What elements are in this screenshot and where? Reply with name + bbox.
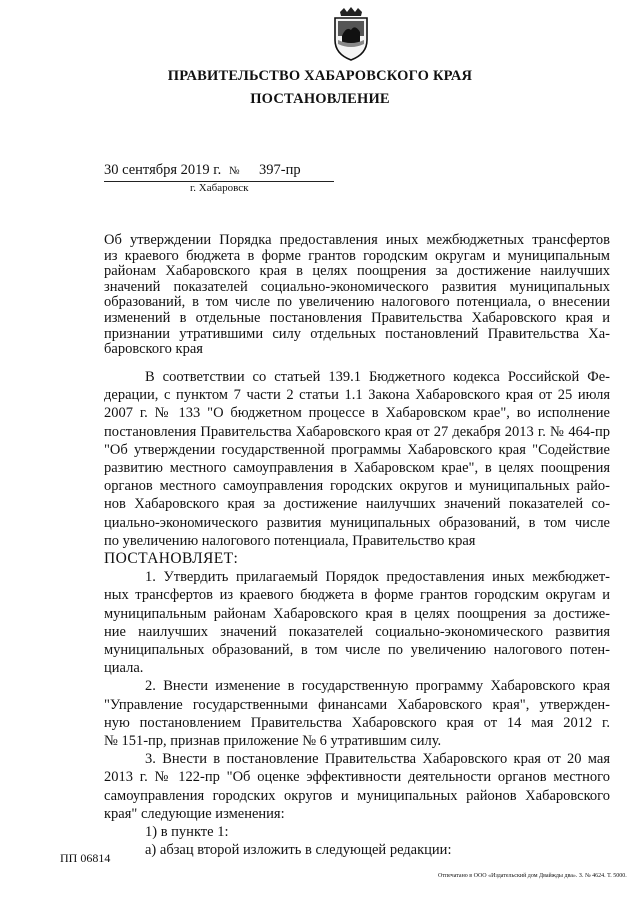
title-line: районам Хабаровского края в целях поощрения за достижение наилучших	[104, 263, 610, 280]
city-label: г. Хабаровск	[190, 182, 249, 194]
body-line: 2007 г. № 133 "О бюджетном процессе в Хабаровском крае", во исполнение	[104, 405, 610, 422]
title-line: Об утверждении Порядка предоставления иных межбюджетных трансфертов	[104, 232, 610, 248]
title-line: образований, в том числе по увеличению налогового потенциала, о внесении	[104, 294, 610, 311]
body-line: развитию местного самоуправления в Хабаровском крае", в целях поощрения	[104, 460, 610, 477]
body-line: № 151-пр, признав приложение № 6 утратившим силу.	[104, 733, 442, 750]
document-code: ПП 06814	[60, 851, 111, 865]
body-line: нов Хабаровского края за достижение наилучших значений показателей со-	[104, 496, 610, 513]
document-number: 397-пр	[259, 162, 301, 178]
document-type-heading: ПОСТАНОВЛЕНИЕ	[250, 91, 390, 107]
coat-of-arms-icon	[330, 6, 372, 62]
body-line: "Управление государственными финансами Хабаровского края", утвержден-	[104, 696, 610, 713]
body-line: муниципальных образований, в том числе по увеличению налогового потен-	[104, 642, 610, 659]
document-title	[104, 233, 610, 358]
title-line: значений показателей социально-экономического развития муниципальных	[104, 278, 610, 295]
document-body	[104, 368, 610, 859]
body-line: дерации, с пунктом 7 части 2 статьи 1.1 Закона Хабаровского края от 25 июля	[104, 387, 610, 404]
resolves-heading: ПОСТАНОВЛЯЕТ:	[104, 550, 239, 568]
body-line: муниципальным районам Хабаровского края в целях поощрения за достиже-	[104, 605, 610, 622]
body-line: а) абзац второй изложить в следующей редакции:	[145, 842, 452, 859]
body-line: "Об утверждении государственной программы Хабаровского края "Содействие	[104, 441, 610, 458]
title-line: изменений в отдельные постановления Правительства Хабаровского края и	[104, 309, 610, 326]
number-sign: №	[229, 165, 240, 177]
document-date: 30 сентября 2019 г.	[104, 162, 222, 178]
print-note: Отпечатано в ООО «Издательский дом Двайжды два». З. № 4624. Т. 5000.	[438, 873, 627, 879]
body-line: 2. Внести изменение в государственную программу Хабаровского края	[145, 678, 610, 695]
body-line: ние наилучших значений показателей социально-экономического развития	[104, 623, 610, 640]
body-line: циала.	[104, 660, 144, 677]
body-line: циально-экономического развития муниципальных образований, в том числе	[104, 514, 610, 531]
body-line: самоуправления городских округов и муниципальных районов Хабаровского	[104, 787, 610, 804]
body-line: ную постановлением Правительства Хабаровского края от 14 мая 2012 г.	[104, 714, 610, 731]
body-line: В соответствии со статьей 139.1 Бюджетного кодекса Российской Фе-	[145, 369, 610, 385]
body-line: ных трансфертов из краевого бюджета в форме грантов городским округам и	[104, 587, 610, 604]
body-line: края" следующие изменения:	[104, 805, 285, 822]
body-line: постановления Правительства Хабаровского края от 27 декабря 2013 г. № 464-пр	[104, 423, 610, 440]
body-line: 3. Внести в постановление Правительства Хабаровского края от 20 мая	[145, 751, 610, 768]
title-line: из краевого бюджета в форме грантов городским округам и муниципальным	[104, 247, 610, 264]
body-line: 1) в пункте 1:	[145, 824, 229, 841]
title-line: признании утратившими силу отдельных постановлений Правительства Ха-	[104, 325, 610, 342]
body-line: по увеличению налогового потенциала, Правительство края	[104, 532, 476, 549]
body-line: 2013 г. № 122-пр "Об оценке эффективности деятельности органов местного	[104, 769, 610, 786]
body-line: 1. Утвердить прилагаемый Порядок предоставления иных межбюджет-	[145, 569, 610, 586]
organization-heading: ПРАВИТЕЛЬСТВО ХАБАРОВСКОГО КРАЯ	[167, 68, 473, 84]
title-line: баровского края	[104, 341, 203, 358]
body-line: органов местного самоуправления городских округов и муниципальных райо-	[104, 478, 610, 495]
